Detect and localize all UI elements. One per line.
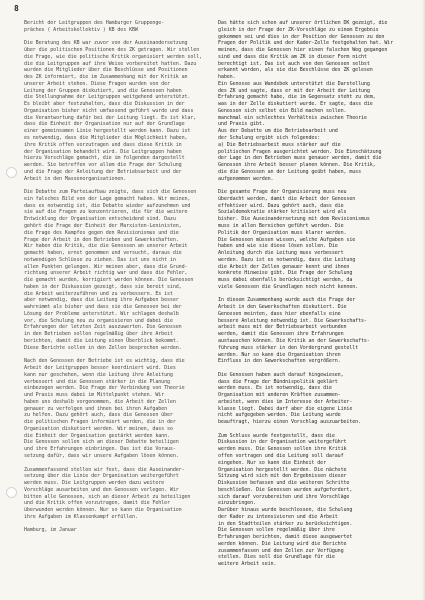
text-line: Die Genossen sollen regelmäßig über ihre <box>218 527 335 534</box>
text-line: Entwicklung der Organisation entscheidend sind. Dazu <box>24 216 176 223</box>
text-line: weitere Arbeit sein. <box>218 561 277 568</box>
text-line: ihre Kritik offen vorzutragen und dass diese Kritik in <box>24 141 182 148</box>
text-line: haben uns deshalb vorgenommen, die Arbeit der Zellen <box>24 398 176 405</box>
text-line: manchmal ein schlechtes Verhältnis zwischen Theorie <box>218 114 367 121</box>
text-line: Erfahrung gemacht habe, die im Gegensatz steht zu dem, <box>218 94 376 101</box>
text-line: konkrete Hinweise gibt. Die Frage der Schulung <box>218 270 353 277</box>
text-line: offen vortragen und die Leitung soll darauf <box>218 453 344 459</box>
text-line: gehört die Frage der Einheit der Marxisten-Leninisten, <box>24 222 182 229</box>
text-line: allen Punkten gelungen. Wir meinen aber, dass die Grund- <box>24 263 188 270</box>
text-line: der Lage in den Betrieben muss genauer werden, damit die <box>218 155 382 162</box>
text-line: verbessert und die Genossen stärker in die Planung <box>24 378 170 385</box>
text-line: bessere Anleitung notwendig ist. Die Gewerkschafts- <box>218 317 367 324</box>
text-line: der Kader zu intensivieren und die Arbeit <box>218 513 338 520</box>
text-line: Arbeit der Leitgruppen besser koordiniert wird. Dies <box>24 365 176 372</box>
text-line: Bericht der Leitgruppen des Hamburger Gruppenge- <box>24 20 165 26</box>
text-line: Erfahrungen der letzten Zeit auszuwerten. Die Genossen <box>24 324 182 331</box>
text-line: muss in allen Bereichen geführt werden. Die <box>218 222 344 229</box>
text-line: in den Betrieben sollen regelmäßig über ihre Arbeit <box>24 331 173 338</box>
text-line <box>218 182 412 189</box>
text-line <box>24 521 208 528</box>
text-line: Zum Schluss wurde festgestellt, dass die <box>218 432 335 439</box>
text-line: und ihre Erfahrungen einbringen. Das ist die Voraus- <box>24 446 176 453</box>
text-line <box>218 291 412 298</box>
text-line: arbeit muss mit der Betriebsarbeit verbunden <box>218 324 347 331</box>
text-line: und Praxis gibt. <box>218 121 265 128</box>
text-line: des ZK und sagte, dass er mit der Arbeit der Leitung <box>218 87 370 94</box>
text-line: und die Frage der Anleitung der Betriebsarbeit und der <box>24 168 182 175</box>
text-line: werden muss. Die Leitgruppen werden dazu weitere <box>24 480 165 487</box>
text-line: nicht aufgegeben werden. Die Leitung wurde <box>218 412 341 419</box>
text-line: die Arbeit weiterzuführen und zu verbessern. Es ist <box>24 290 173 297</box>
text-line: die Frage des Kampfes gegen den Revisionismus und die <box>24 229 179 236</box>
text-line: über die politischen Positionen des ZK getragen. Wir stellen <box>24 47 200 54</box>
text-line: Darüber hinaus wurde beschlossen, die Schulung <box>218 507 353 514</box>
punch-hole-bottom <box>6 487 17 498</box>
left-text-column <box>24 20 208 588</box>
text-line: des ZK informiert, die im Zusammenhang mit der Kritik an <box>24 74 188 81</box>
text-line: präches ( Arbeitskollektiv ) KB des KBW <box>24 26 138 33</box>
text-line: Nach den Genossen der Betriebe ist es wichtig, dass die <box>24 358 185 365</box>
text-line: die Einheit der Organisation gestärkt werden kann. <box>24 432 170 439</box>
text-line: berechtigt ist. Das ist auch von den Genossen selbst <box>218 60 370 67</box>
text-line: es notwendig, dass die Mitglieder die Möglichkeit haben, <box>24 135 188 142</box>
text-line <box>24 182 208 189</box>
text-line: setzung dafür, dass wir unsere Aufgaben lösen können. <box>24 453 179 459</box>
text-line: überdacht werden, damit die Arbeit der Genossen <box>218 195 356 202</box>
text-line: Zusammenfassend stellen wir fest, dass die Auseinander- <box>24 466 185 473</box>
text-line: bisher. Die Auseinandersetzung mit dem Revisionismus <box>218 216 370 223</box>
text-line: meinen, dass die Genossen hier einen falschen Weg gegangen <box>218 47 388 54</box>
text-line: gekommen sei und dies in der Position der Genossen zu den <box>218 33 385 40</box>
text-line: haben und wie sie diese lösen sollen. Die <box>218 243 338 250</box>
text-line: viele Genossen die Grundlagen noch nicht kennen. <box>218 283 359 290</box>
text-line: gleich in der Frage der ZK-Vorschläge zu einem Ergebnis <box>218 26 379 33</box>
text-line: genauer zu verfolgen und ihnen bei ihren Aufgaben <box>24 405 168 412</box>
text-line: überwunden werden können. Nur so kann die Organisation <box>24 507 182 514</box>
text-line: Organisation diskutiert werden. Wir meinen, dass so <box>24 425 173 432</box>
text-line: Die Genossen müssen wissen, welche Aufgaben sie <box>218 236 356 243</box>
text-line: ein falsches Bild von der Lage gemacht haben. Wir meinen, <box>24 195 191 202</box>
text-line: unserer Arbeit stehen. Diese Fragen wurden von der <box>24 80 170 87</box>
text-line: werden muss. Es ist notwendig, dass die <box>218 385 332 392</box>
text-line: werden. Dazu ist es notwendig, dass die Leitung <box>218 256 356 263</box>
text-line: Sitzung wird sich mit den Ergebnissen dieser <box>218 473 347 480</box>
text-line: Frage der Arbeit in den Betrieben und Gewerkschaften. <box>24 236 179 243</box>
text-line: zu helfen. Dazu gehört auch, dass die Genossen über <box>24 412 173 419</box>
text-line: Genossen sich selbst ein Bild machen sollen. <box>218 107 347 114</box>
text-line: richtung unserer Arbeit richtig war und dass die Fehler, <box>24 270 188 277</box>
text-line: berichten, damit die Leitung einen Überblick bekommt. <box>24 337 179 344</box>
text-line: kann nur geschehen, wenn die Leitung ihre Anleitung <box>24 371 173 378</box>
text-line: Genossen ihre Arbeit besser planen können. Die Kritik, <box>218 162 376 169</box>
text-line: einzubringen. <box>218 500 256 507</box>
text-line: aber notwendig, dass die Leitung ihre Aufgaben besser <box>24 297 179 304</box>
text-line: sie auf die Fragen zu konzentrieren, die für die weitere <box>24 209 188 216</box>
right-text-column <box>218 20 412 588</box>
text-line: wurden die Mitglieder über die Beschlüsse und Positionen <box>24 67 188 74</box>
text-line: dass die Einheit der Organisation nur auf der Grundlage <box>24 121 185 128</box>
text-line: arbeitet, wenn dies im Interesse der Arbeiter- <box>218 398 353 405</box>
text-line: die Arbeit der Zellen genauer kennt und ihnen <box>218 263 350 270</box>
text-line: beauftragt, hierzu einen Vorschlag auszuarbeiten. <box>218 419 362 426</box>
text-line: werden, damit die Genossen ihre Erfahrungen <box>218 331 344 338</box>
text-line: haben in der Diskussion gezeigt, dass sie bereit sind, <box>24 283 182 290</box>
text-line: Leitung der Gruppen diskutiert, und die Genossen haben <box>24 87 182 94</box>
text-line: a) Die Betriebsarbeit muss stärker auf die <box>218 141 341 148</box>
text-line: gemacht haben, ernst genommen und versucht, daraus die <box>24 250 182 257</box>
text-line: Sozialdemokratie stärker kritisiert wird als <box>218 209 347 216</box>
text-line: der Organisation behandelt wird. Die Leitgruppen haben <box>24 148 182 155</box>
text-line: setzung über die Linie der Organisation weitergeführt <box>24 473 179 480</box>
text-line <box>24 34 208 41</box>
text-line: Erfahrungen berichten, damit diese ausgewertet <box>218 534 353 541</box>
text-line <box>218 365 412 372</box>
text-line: In diesem Zusammenhang wurde auch die Frage der <box>218 297 356 304</box>
text-line <box>218 426 412 433</box>
text-line: die Stellungnahme der Leitgruppen weitgehend unterstützt. <box>24 94 191 101</box>
text-line: dass es notwendig ist, die Debatte wieder aufzunehmen und <box>24 202 191 209</box>
text-line: sind und dass die Kritik am ZK in dieser Form nicht <box>218 53 367 60</box>
text-line: haben. <box>218 74 236 81</box>
text-line: und Praxis muss dabei im Mittelpunkt stehen. Wir <box>24 392 165 399</box>
text-line: werden können. Die Leitung wird die Berichte <box>218 540 347 547</box>
text-line: Lösung der Probleme unterstützt. Wir schlagen deshalb <box>24 310 179 317</box>
text-line: austauschen können. Die Kritik an der Gewerkschafts- <box>218 337 370 344</box>
text-line: effektiver wird. Dazu gehört auch, dass die <box>218 202 344 209</box>
text-line: Die Beratung des KB war zuvor von der Auseinandersetzung <box>24 40 188 47</box>
text-line <box>24 460 208 467</box>
text-line: führung muss stärker in den Vordergrund gestellt <box>218 344 359 351</box>
text-line: wahrnimmt als bisher und dass sie die Genossen bei der <box>24 304 182 311</box>
text-line: Genossen meinten, dass hier ebenfalls eine <box>218 310 341 317</box>
text-line: Die Genossen sollen sich an dieser Debatte beteiligen <box>24 439 179 446</box>
text-line: Organisation bisher nicht umfassend geführt wurde und dass <box>24 107 194 114</box>
text-line: die Verantwortung dafür bei der Leitung liegt. Es ist klar, <box>24 114 197 121</box>
text-line: Diskussion befassen und die weiteren Schritte <box>218 480 350 487</box>
page-number: 8 <box>14 4 19 13</box>
text-line: der Schulung ergibt sich folgendes: <box>218 135 321 142</box>
text-line: stellen. Dies soll die Grundlage für die <box>218 554 335 561</box>
text-line: Arbeit in den Massenorganisationen. <box>24 175 127 182</box>
text-line: Einfluss in den Gewerkschaften vergrößern. <box>218 358 341 365</box>
text-line: Aus der Debatte um die Betriebsarbeit und <box>218 128 338 135</box>
text-line: ihre Aufgaben im Klassenkampf erfüllen. <box>24 513 138 520</box>
text-line: die Frage, wie die politische Kritik organisiert werden soll, <box>24 53 203 60</box>
text-line: Anleitung durch die Leitung muss verbessert <box>218 250 344 257</box>
text-line: Es bleibt aber festzuhalten, dass die Diskussion in der <box>24 101 185 108</box>
text-line: Vorschläge ausarbeiten und den Genossen vorlegen. Wir <box>24 486 179 493</box>
text-line: Fragen der Politik und der Kader-Zelle festgehalten hat. Wir <box>218 40 394 47</box>
text-line: Arbeit in den Gewerkschaften diskutiert. Die <box>218 304 347 311</box>
text-line: Organisation hergestellt werden. Die nächste <box>218 466 347 473</box>
text-line: Die gesamte Frage der Organisierung muss neu <box>218 189 347 196</box>
text-line: hierzu Vorschläge gemacht, die im folgenden dargestellt <box>24 155 185 162</box>
text-line: einbezogen werden. Die Frage der Verbindung von Theorie <box>24 385 185 392</box>
text-line: notwendigen Schlüsse zu ziehen. Das ist uns nicht in <box>24 256 176 263</box>
text-line <box>24 352 208 359</box>
text-line: Politik der Organisation muss klarer werden. <box>218 229 347 236</box>
text-line: dass die Frage der Bündnispolitik geklärt <box>218 378 338 385</box>
text-line: beschließen. Die Genossen wurden aufgefordert, <box>218 486 353 493</box>
text-line: klasse liegt. Dabei darf aber die eigene Linie <box>218 405 353 412</box>
text-line: Diskussion in der Organisation weitergeführt <box>218 439 347 446</box>
text-line: was in der Zelle diskutiert wurde. Er sagte, dass die <box>218 101 373 108</box>
punch-hole-top <box>6 167 17 178</box>
text-line: muss dabei ebenfalls berücksichtigt werden, da <box>218 277 353 284</box>
text-line: Die Debatte zum Parteiaufbau zeigte, dass sich die Genossen <box>24 189 197 196</box>
text-line: vor, die Schulung neu zu organisieren und dabei die <box>24 317 173 324</box>
text-line: die die Leitgruppen auf ihre Weise vorbereitet hatten. Dazu <box>24 60 197 67</box>
text-line: die gemacht wurden, korrigiert werden können. Die Genossen <box>24 277 194 284</box>
text-line: bitten alle Genossen, sich an dieser Arbeit zu beteiligen <box>24 493 191 500</box>
text-line: sich darauf vorzubereiten und ihre Vorschläge <box>218 493 350 500</box>
text-line: einer gemeinsamen Linie hergestellt werden kann. Dazu ist <box>24 128 191 135</box>
text-line: in den Stadtteilen stärker zu berücksichtigen. <box>218 520 353 527</box>
text-line: Wir haben die Kritik, die die Genossen an unserer Arbeit <box>24 243 188 250</box>
text-line: Diese Berichte sollen in den Zellen besprochen werden. <box>24 344 182 351</box>
text-line: werden. Nur so kann die Organisation ihren <box>218 351 341 358</box>
text-line: eingehen. Nur so kann die Einheit der <box>218 459 326 466</box>
text-line: Organisation mit anderen Kräften zusammen- <box>218 392 341 399</box>
text-line: Das hätte sich schon auf unserer örtlichen DK gezeigt, die <box>218 20 388 26</box>
text-line: erkannt worden, als sie die Beschlüsse des ZK gelesen <box>218 67 373 74</box>
text-line: werden. Sie betreffen vor allem die Frage der Schulung <box>24 162 182 169</box>
text-line: Ein Genosse aus Wandsbek unterstützt die Darstellung <box>218 80 370 87</box>
text-line: werden muss. Die Genossen sollen ihre Kritik <box>218 446 347 453</box>
text-line: aufgenommen werden. <box>218 175 274 182</box>
text-line: und die Kritik offen vorzutragen, damit die Fehler <box>24 500 170 507</box>
text-line: die politischen Fragen informiert werden, die in der <box>24 419 176 426</box>
text-line: politischen Fragen ausgerichtet werden. Die Einschätzung <box>218 148 382 155</box>
text-line: Die Genossen haben auch darauf hingewiesen, <box>218 371 344 378</box>
text-line: die die Genossen an der Leitung geübt haben, muss <box>218 168 362 175</box>
text-line: zusammenfassen und den Zellen zur Verfügung <box>218 547 344 554</box>
text-line: Hamburg, im Januar <box>24 527 77 534</box>
